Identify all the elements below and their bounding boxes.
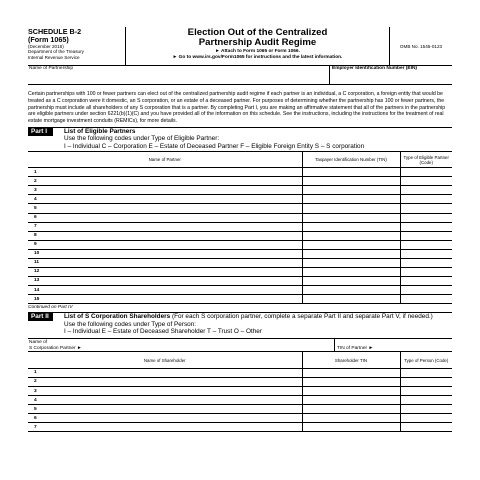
part1-title: List of Eligible Partners (64, 127, 136, 135)
shareholder-tin-cell[interactable] (302, 377, 400, 386)
shareholder-name-cell[interactable] (42, 414, 302, 423)
partner-type-cell[interactable] (400, 222, 452, 231)
name-of-label: Name of (29, 340, 48, 346)
col-name-of-shareholder: Name of Shareholder (28, 352, 302, 368)
partner-tin-cell[interactable] (302, 195, 400, 204)
line-number: 11 (28, 258, 42, 267)
line-number: 4 (28, 195, 42, 204)
line-number: 14 (28, 286, 42, 295)
attach-instruction: ► Attach to Form 1065 or Form 1066. (215, 48, 300, 54)
partner-row (28, 295, 452, 304)
partner-row (28, 286, 452, 295)
line-number: 6 (28, 414, 42, 423)
shareholder-row (28, 405, 452, 414)
shareholder-row (28, 396, 452, 405)
partner-row (28, 177, 452, 186)
shareholder-tin-cell[interactable] (302, 405, 400, 414)
shareholder-tin-cell[interactable] (302, 423, 400, 432)
partnership-name-label: Name of Partnership (29, 66, 73, 71)
col-shareholder-tin: Shareholder TIN (302, 352, 400, 368)
part1-header (28, 127, 452, 150)
tin-of-partner-label: TIN of Partner ► (337, 346, 374, 352)
line-number: 1 (28, 168, 42, 177)
partner-type-cell[interactable] (400, 186, 452, 195)
partner-name-cell[interactable] (42, 186, 302, 195)
shareholder-type-cell[interactable] (400, 396, 452, 405)
irs-label: Internal Revenue Service (28, 54, 80, 60)
partner-name-cell[interactable] (42, 222, 302, 231)
shareholder-tin-cell[interactable] (302, 396, 400, 405)
partner-row (28, 213, 452, 222)
partner-row (28, 222, 452, 231)
shareholder-row (28, 377, 452, 386)
line-number: 1 (28, 368, 42, 377)
line-number: 3 (28, 186, 42, 195)
partner-tin-cell[interactable] (302, 276, 400, 285)
scorp-partner-label: S Corporation Partner ► (29, 345, 82, 351)
line-number: 12 (28, 267, 42, 276)
shareholder-row (28, 423, 452, 432)
part2-table (28, 352, 452, 432)
partner-type-cell[interactable] (400, 213, 452, 222)
line-number: 15 (28, 295, 42, 304)
partner-row (28, 186, 452, 195)
line-number: 13 (28, 276, 42, 285)
part2-title-note: (For each S corporation partner, complete a separate Part II and separate Part V, if needed.) (170, 313, 433, 321)
partner-type-cell[interactable] (400, 195, 452, 204)
partner-type-cell[interactable] (400, 168, 452, 177)
form-title-line1: Election Out of the Centralized (187, 27, 328, 38)
part1-text (53, 128, 364, 150)
part2-label: Part II (28, 313, 53, 321)
intro-paragraph: Certain partnerships with 100 or fewer partners can elect out of the centralized partnership audit regime if each partner is an individual, a C corporation, a foreign entity that would be treated as a C corporation were it domestic, an S corporation, or an estate of a deceased partner. For purposes of determining whether the partnership has 100 or fewer partners, the partnership must include all shareholders of any S corporation that is a partner. By completing Part I, you are making an affirmative statement that all of the partners in the partnership are eligible partners under section 6221(b)(1)(C) and you have provided all of the information on this schedule. See the instructions, including the instructions for the treatment of real estate mortgage investment conduits (REMICs), for more details. (28, 91, 446, 125)
partner-tin-cell[interactable] (302, 295, 400, 304)
line-number: 5 (28, 405, 42, 414)
form-number: (Form 1065) (28, 35, 69, 44)
part1-label: Part I (28, 128, 53, 136)
shareholder-tin-cell[interactable] (302, 414, 400, 423)
scorp-partner-row (28, 338, 452, 352)
shareholder-name-cell[interactable] (42, 396, 302, 405)
shareholder-name-cell[interactable] (42, 423, 302, 432)
shareholder-row (28, 414, 452, 423)
shareholder-row (28, 368, 452, 377)
partner-tin-cell[interactable] (302, 267, 400, 276)
line-number: 7 (28, 423, 42, 432)
partner-tin-cell[interactable] (302, 186, 400, 195)
partner-tin-cell[interactable] (302, 168, 400, 177)
partner-name-cell[interactable] (42, 286, 302, 295)
shareholder-type-cell[interactable] (400, 368, 452, 377)
ein-label: Employer Identification Number (EIN) (332, 66, 418, 71)
partner-name-cell[interactable] (42, 213, 302, 222)
partner-name-cell[interactable] (42, 204, 302, 213)
partner-type-cell[interactable] (400, 240, 452, 249)
part2-text (53, 313, 433, 335)
line-number: 7 (28, 222, 42, 231)
partner-tin-cell[interactable] (302, 204, 400, 213)
partner-tin-cell[interactable] (302, 213, 400, 222)
line-number: 5 (28, 204, 42, 213)
partner-tin-cell[interactable] (302, 231, 400, 240)
shareholder-tin-cell[interactable] (302, 368, 400, 377)
partner-name-cell[interactable] (42, 231, 302, 240)
omb-number: OMB No. 1545-0123 (399, 43, 443, 49)
shareholder-name-cell[interactable] (42, 368, 302, 377)
partner-tin-cell[interactable] (302, 258, 400, 267)
shareholder-name-cell[interactable] (42, 377, 302, 386)
department: Department of the Treasury (28, 49, 84, 55)
partner-row (28, 276, 452, 285)
shareholder-type-cell[interactable] (400, 386, 452, 395)
partner-type-cell[interactable] (400, 276, 452, 285)
part2-title: List of S Corporation Shareholders (64, 313, 171, 321)
partner-name-cell[interactable] (42, 276, 302, 285)
shareholder-type-cell[interactable] (400, 423, 452, 432)
line-number: 10 (28, 249, 42, 258)
shareholder-tin-cell[interactable] (302, 386, 400, 395)
part2-codes: I – Individual E – Estate of Deceased Shareholder T – Trust O – Other (64, 327, 262, 335)
partner-row (28, 204, 452, 213)
partnership-name-row (28, 66, 452, 85)
tin-of-partner-field[interactable] (335, 339, 452, 351)
partner-tin-cell[interactable] (302, 286, 400, 295)
scorp-partner-name-field[interactable] (28, 339, 335, 351)
partner-row (28, 240, 452, 249)
partnership-name-field[interactable] (28, 66, 330, 84)
partner-row (28, 168, 452, 177)
partner-name-cell[interactable] (42, 258, 302, 267)
continued-note: Continued on Part IV (28, 305, 73, 311)
revision-date: (December 2018) (28, 44, 64, 49)
part1-table (28, 151, 452, 304)
partner-name-cell[interactable] (42, 168, 302, 177)
goto-instruction: ► Go to www.irs.gov/Form1065 for instructions and the latest information. (172, 54, 343, 60)
partner-name-cell[interactable] (42, 267, 302, 276)
partner-row (28, 231, 452, 240)
partner-row (28, 267, 452, 276)
col-partner-type: Type of Eligible Partner (Code) (400, 152, 452, 168)
partner-type-cell[interactable] (400, 295, 452, 304)
form-title-block (126, 27, 390, 65)
partner-type-cell[interactable] (400, 286, 452, 295)
partner-tin-cell[interactable] (302, 249, 400, 258)
line-number: 8 (28, 231, 42, 240)
line-number: 3 (28, 386, 42, 395)
partner-row (28, 195, 452, 204)
partner-type-cell[interactable] (400, 204, 452, 213)
schedule-title: SCHEDULE B-2 (28, 27, 82, 36)
line-number: 6 (28, 213, 42, 222)
form-header (28, 27, 452, 66)
partner-type-cell[interactable] (400, 249, 452, 258)
shareholder-type-cell[interactable] (400, 405, 452, 414)
part1-codes-intro: Use the following codes under Type of Eligible Partner: (64, 135, 220, 143)
partner-row (28, 249, 452, 258)
partner-name-cell[interactable] (42, 240, 302, 249)
col-person-type: Type of Person (Code) (400, 352, 452, 368)
line-number: 4 (28, 396, 42, 405)
partner-tin-cell[interactable] (302, 222, 400, 231)
partner-name-cell[interactable] (42, 195, 302, 204)
partner-type-cell[interactable] (400, 177, 452, 186)
partner-type-cell[interactable] (400, 258, 452, 267)
partner-type-cell[interactable] (400, 231, 452, 240)
col-partner-tin: Taxpayer Identification Number (TIN) (302, 152, 400, 168)
partner-type-cell[interactable] (400, 267, 452, 276)
line-number: 2 (28, 377, 42, 386)
partner-tin-cell[interactable] (302, 177, 400, 186)
part2-codes-intro: Use the following codes under Type of Person: (64, 320, 197, 328)
shareholder-name-cell[interactable] (42, 405, 302, 414)
schedule-b2-form (28, 27, 452, 432)
partner-name-cell[interactable] (42, 295, 302, 304)
part1-codes: I – Individual C – Corporation E – Estate of Deceased Partner F – Eligible Foreign Entity S – S corporation (64, 142, 365, 150)
part2-header (28, 312, 452, 335)
shareholder-name-cell[interactable] (42, 386, 302, 395)
partner-name-cell[interactable] (42, 177, 302, 186)
col-name-of-partner: Name of Partner (28, 152, 302, 168)
shareholder-type-cell[interactable] (400, 414, 452, 423)
form-title-line2: Partnership Audit Regime (198, 36, 317, 48)
partner-row (28, 258, 452, 267)
partner-name-cell[interactable] (42, 249, 302, 258)
shareholder-row (28, 386, 452, 395)
line-number: 9 (28, 240, 42, 249)
partner-tin-cell[interactable] (302, 240, 400, 249)
ein-field[interactable] (330, 66, 452, 84)
shareholder-type-cell[interactable] (400, 377, 452, 386)
line-number: 2 (28, 177, 42, 186)
form-id-block (28, 27, 126, 65)
